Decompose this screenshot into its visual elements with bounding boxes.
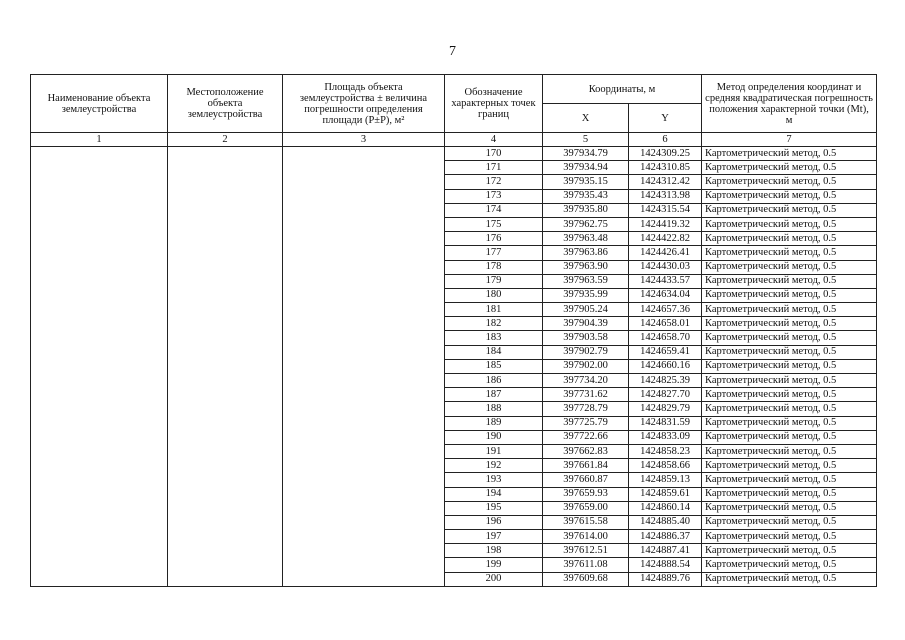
point-id-cell: 170 <box>445 147 543 161</box>
point-id-cell: 189 <box>445 416 543 430</box>
header-row-1 <box>31 75 877 104</box>
method-cell: Картометрический метод, 0.5 <box>702 544 877 558</box>
method-cell: Картометрический метод, 0.5 <box>702 246 877 260</box>
point-id-cell: 175 <box>445 217 543 231</box>
method-cell: Картометрический метод, 0.5 <box>702 572 877 586</box>
column-number-row <box>31 133 877 147</box>
method-cell: Картометрический метод, 0.5 <box>702 260 877 274</box>
point-id-cell: 196 <box>445 515 543 529</box>
x-coordinate-cell: 397902.00 <box>543 359 629 373</box>
y-coordinate-cell: 1424659.41 <box>629 345 702 359</box>
y-coordinate-cell: 1424859.61 <box>629 487 702 501</box>
header-area: Площадь объекта землеустройства ± величина погрешности определения площади (P±P), м² <box>283 75 445 133</box>
x-coordinate-cell: 397935.99 <box>543 288 629 302</box>
x-coordinate-cell: 397935.15 <box>543 175 629 189</box>
y-coordinate-cell: 1424833.09 <box>629 430 702 444</box>
y-coordinate-cell: 1424829.79 <box>629 402 702 416</box>
x-coordinate-cell: 397661.84 <box>543 459 629 473</box>
y-coordinate-cell: 1424660.16 <box>629 359 702 373</box>
y-coordinate-cell: 1424634.04 <box>629 288 702 302</box>
page-number: 7 <box>449 44 456 59</box>
x-coordinate-cell: 397611.08 <box>543 558 629 572</box>
y-coordinate-cell: 1424888.54 <box>629 558 702 572</box>
method-cell: Картометрический метод, 0.5 <box>702 175 877 189</box>
point-id-cell: 200 <box>445 572 543 586</box>
point-id-cell: 194 <box>445 487 543 501</box>
y-coordinate-cell: 1424885.40 <box>629 515 702 529</box>
header-x: X <box>543 104 629 133</box>
y-coordinate-cell: 1424858.66 <box>629 459 702 473</box>
method-cell: Картометрический метод, 0.5 <box>702 232 877 246</box>
method-cell: Картометрический метод, 0.5 <box>702 317 877 331</box>
y-coordinate-cell: 1424426.41 <box>629 246 702 260</box>
x-coordinate-cell: 397962.75 <box>543 217 629 231</box>
y-coordinate-cell: 1424310.85 <box>629 161 702 175</box>
x-coordinate-cell: 397963.59 <box>543 274 629 288</box>
point-id-cell: 187 <box>445 388 543 402</box>
x-coordinate-cell: 397612.51 <box>543 544 629 558</box>
method-cell: Картометрический метод, 0.5 <box>702 459 877 473</box>
x-coordinate-cell: 397902.79 <box>543 345 629 359</box>
method-cell: Картометрический метод, 0.5 <box>702 331 877 345</box>
x-coordinate-cell: 397725.79 <box>543 416 629 430</box>
column-number: 6 <box>629 133 702 147</box>
x-coordinate-cell: 397615.58 <box>543 515 629 529</box>
x-coordinate-cell: 397734.20 <box>543 374 629 388</box>
x-coordinate-cell: 397903.58 <box>543 331 629 345</box>
method-cell: Картометрический метод, 0.5 <box>702 501 877 515</box>
method-cell: Картометрический метод, 0.5 <box>702 430 877 444</box>
method-cell: Картометрический метод, 0.5 <box>702 402 877 416</box>
x-coordinate-cell: 397904.39 <box>543 317 629 331</box>
y-coordinate-cell: 1424889.76 <box>629 572 702 586</box>
x-coordinate-cell: 397905.24 <box>543 303 629 317</box>
point-id-cell: 191 <box>445 444 543 458</box>
point-id-cell: 173 <box>445 189 543 203</box>
point-id-cell: 192 <box>445 459 543 473</box>
column-number: 4 <box>445 133 543 147</box>
point-id-cell: 178 <box>445 260 543 274</box>
column-number: 7 <box>702 133 877 147</box>
y-coordinate-cell: 1424422.82 <box>629 232 702 246</box>
coordinates-table <box>30 74 877 587</box>
point-id-cell: 190 <box>445 430 543 444</box>
point-id-cell: 188 <box>445 402 543 416</box>
x-coordinate-cell: 397609.68 <box>543 572 629 586</box>
point-id-cell: 174 <box>445 203 543 217</box>
method-cell: Картометрический метод, 0.5 <box>702 288 877 302</box>
y-coordinate-cell: 1424827.70 <box>629 388 702 402</box>
location-cell <box>168 147 283 587</box>
point-id-cell: 182 <box>445 317 543 331</box>
method-cell: Картометрический метод, 0.5 <box>702 473 877 487</box>
x-coordinate-cell: 397659.00 <box>543 501 629 515</box>
y-coordinate-cell: 1424831.59 <box>629 416 702 430</box>
y-coordinate-cell: 1424309.25 <box>629 147 702 161</box>
point-id-cell: 186 <box>445 374 543 388</box>
table-body <box>31 147 877 587</box>
y-coordinate-cell: 1424313.98 <box>629 189 702 203</box>
header-coordinates: Координаты, м <box>543 75 702 104</box>
column-number: 1 <box>31 133 168 147</box>
method-cell: Картометрический метод, 0.5 <box>702 345 877 359</box>
y-coordinate-cell: 1424860.14 <box>629 501 702 515</box>
y-coordinate-cell: 1424887.41 <box>629 544 702 558</box>
x-coordinate-cell: 397963.90 <box>543 260 629 274</box>
point-id-cell: 176 <box>445 232 543 246</box>
y-coordinate-cell: 1424430.03 <box>629 260 702 274</box>
method-cell: Картометрический метод, 0.5 <box>702 203 877 217</box>
point-id-cell: 185 <box>445 359 543 373</box>
y-coordinate-cell: 1424658.70 <box>629 331 702 345</box>
point-id-cell: 199 <box>445 558 543 572</box>
method-cell: Картометрический метод, 0.5 <box>702 274 877 288</box>
y-coordinate-cell: 1424315.54 <box>629 203 702 217</box>
x-coordinate-cell: 397935.80 <box>543 203 629 217</box>
point-id-cell: 195 <box>445 501 543 515</box>
point-id-cell: 177 <box>445 246 543 260</box>
method-cell: Картометрический метод, 0.5 <box>702 147 877 161</box>
x-coordinate-cell: 397934.79 <box>543 147 629 161</box>
method-cell: Картометрический метод, 0.5 <box>702 217 877 231</box>
method-cell: Картометрический метод, 0.5 <box>702 444 877 458</box>
table-row <box>31 147 877 161</box>
y-coordinate-cell: 1424825.39 <box>629 374 702 388</box>
point-id-cell: 183 <box>445 331 543 345</box>
method-cell: Картометрический метод, 0.5 <box>702 558 877 572</box>
header-y: Y <box>629 104 702 133</box>
y-coordinate-cell: 1424859.13 <box>629 473 702 487</box>
point-id-cell: 172 <box>445 175 543 189</box>
area-cell <box>283 147 445 587</box>
method-cell: Картометрический метод, 0.5 <box>702 359 877 373</box>
point-id-cell: 171 <box>445 161 543 175</box>
x-coordinate-cell: 397728.79 <box>543 402 629 416</box>
x-coordinate-cell: 397722.66 <box>543 430 629 444</box>
method-cell: Картометрический метод, 0.5 <box>702 515 877 529</box>
point-id-cell: 198 <box>445 544 543 558</box>
point-id-cell: 181 <box>445 303 543 317</box>
y-coordinate-cell: 1424658.01 <box>629 317 702 331</box>
x-coordinate-cell: 397614.00 <box>543 530 629 544</box>
header-points: Обозначение характерных точек границ <box>445 75 543 133</box>
x-coordinate-cell: 397963.48 <box>543 232 629 246</box>
y-coordinate-cell: 1424419.32 <box>629 217 702 231</box>
x-coordinate-cell: 397660.87 <box>543 473 629 487</box>
x-coordinate-cell: 397934.94 <box>543 161 629 175</box>
method-cell: Картометрический метод, 0.5 <box>702 161 877 175</box>
x-coordinate-cell: 397935.43 <box>543 189 629 203</box>
column-number: 5 <box>543 133 629 147</box>
column-number: 2 <box>168 133 283 147</box>
point-id-cell: 197 <box>445 530 543 544</box>
method-cell: Картометрический метод, 0.5 <box>702 303 877 317</box>
y-coordinate-cell: 1424312.42 <box>629 175 702 189</box>
x-coordinate-cell: 397659.93 <box>543 487 629 501</box>
header-location: Местоположение объекта землеустройства <box>168 75 283 133</box>
header-method: Метод определения координат и средняя квадратическая погрешность положения характерной точки (Mt), м <box>702 75 877 133</box>
name-cell <box>31 147 168 587</box>
column-number: 3 <box>283 133 445 147</box>
y-coordinate-cell: 1424858.23 <box>629 444 702 458</box>
y-coordinate-cell: 1424657.36 <box>629 303 702 317</box>
header-name: Наименование объекта землеустройства <box>31 75 168 133</box>
method-cell: Картометрический метод, 0.5 <box>702 388 877 402</box>
point-id-cell: 193 <box>445 473 543 487</box>
x-coordinate-cell: 397731.62 <box>543 388 629 402</box>
y-coordinate-cell: 1424433.57 <box>629 274 702 288</box>
method-cell: Картометрический метод, 0.5 <box>702 416 877 430</box>
x-coordinate-cell: 397963.86 <box>543 246 629 260</box>
point-id-cell: 180 <box>445 288 543 302</box>
x-coordinate-cell: 397662.83 <box>543 444 629 458</box>
method-cell: Картометрический метод, 0.5 <box>702 189 877 203</box>
method-cell: Картометрический метод, 0.5 <box>702 374 877 388</box>
y-coordinate-cell: 1424886.37 <box>629 530 702 544</box>
point-id-cell: 184 <box>445 345 543 359</box>
method-cell: Картометрический метод, 0.5 <box>702 530 877 544</box>
point-id-cell: 179 <box>445 274 543 288</box>
method-cell: Картометрический метод, 0.5 <box>702 487 877 501</box>
